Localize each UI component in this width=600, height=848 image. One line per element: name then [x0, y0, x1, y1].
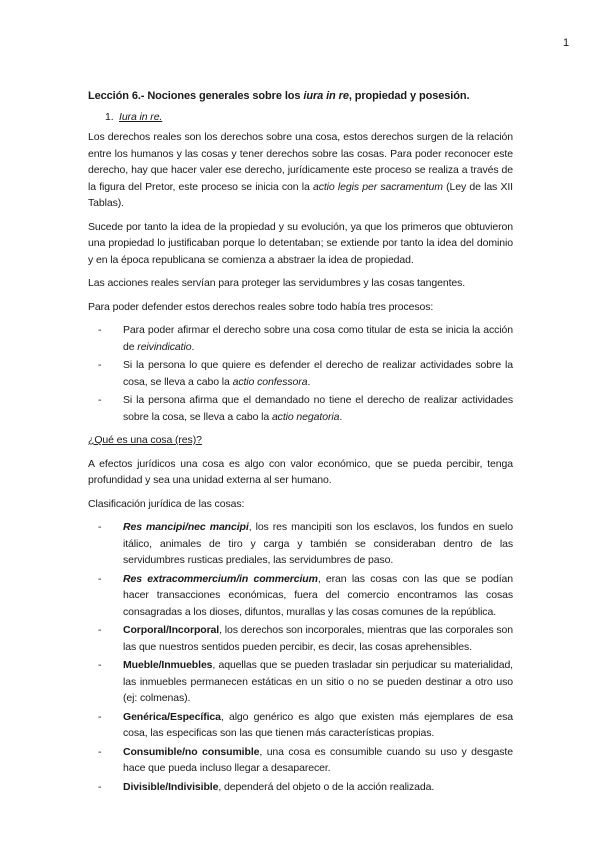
item-text: , aquellas que se pueden trasladar sin perjudicar su materialidad, las inmuebles permanecen estáticas en un sitio o no se pueden destinar a otro uso (ej: colmenas).: [123, 659, 513, 704]
paragraph-1: [88, 129, 513, 212]
list-item: [88, 779, 513, 796]
item-text: Si la persona afirma que el demandado no tiene el derecho de realizar actividades sobre la cosa, se lleva a cabo la: [123, 394, 513, 423]
item-text: , algo genérico es algo que existen más ejemplares de esa cosa, las especificas son las que tienen más características propias.: [123, 710, 513, 739]
title-suffix: , propiedad y posesión.: [348, 90, 470, 102]
document-body: [88, 88, 513, 802]
item-term: Res mancipi/nec mancipi: [123, 521, 249, 533]
section-label: Iura in re.: [119, 110, 163, 123]
item-term: Corporal/Incorporal: [123, 624, 220, 636]
dash-bullet: -: [98, 324, 102, 336]
paragraph-1-text: Los derechos reales son los derechos sobre una cosa, estos derechos surgen de la relación entre los humanos y las cosas y tener derechos sobre las cosas. Para poder reconocer este derecho, hay que hacer valer ese derecho, jurídicamente este proceso se realiza a través de la figura del Pretor, este proceso se inicia con la: [88, 131, 513, 193]
dash-bullet: -: [98, 359, 102, 371]
item-end: .: [339, 410, 343, 423]
dash-bullet: -: [98, 572, 102, 585]
heading-res: ¿Qué es una cosa (res)?: [88, 434, 202, 446]
item-term: Res extracommercium/in commercium: [123, 572, 318, 585]
processes-list: [88, 322, 513, 425]
dash-bullet: -: [98, 394, 102, 406]
paragraph-1-italic: actio legis per sacramentum: [312, 180, 443, 193]
item-text: Si la persona lo que quiere es defender el derecho de realizar actividades sobre la cosa, se lleva a cabo la: [123, 359, 513, 388]
list-item: [88, 657, 513, 707]
classification-list: [88, 519, 513, 795]
item-text: , los derechos son incorporales, mientras que las corporales son las que nuestros sentidos pueden percibir, es decir, las cosas aprehensibles.: [123, 624, 513, 653]
list-item: [88, 622, 513, 655]
lesson-title: [88, 88, 513, 105]
title-italic: iura in re: [303, 90, 349, 102]
dash-bullet: -: [98, 710, 102, 723]
item-italic: actio negatoria: [271, 410, 340, 423]
paragraph-1-end: (Ley de las XII Tablas).: [88, 180, 513, 209]
item-term: Consumible/no consumible: [123, 745, 260, 758]
item-text: , una cosa es consumible cuando su uso y desgaste hace que pueda incluso llegar a desaparecer.: [123, 745, 513, 774]
list-item: [88, 392, 513, 425]
item-text: Para poder afirmar el derecho sobre una cosa como titular de esta se inicia la acción de: [123, 324, 513, 353]
list-item: [88, 744, 513, 777]
item-italic: actio confessora: [232, 375, 308, 388]
dash-bullet: -: [98, 745, 102, 758]
heading-clasificacion: Clasificación jurídica de las cosas:: [88, 497, 245, 510]
dash-bullet: -: [98, 521, 102, 533]
paragraph-res: A efectos jurídicos una cosa es algo con valor económico, que se pueda percibir, tenga profundidad y sea una unidad externa al ser humano.: [88, 457, 513, 486]
item-term: Divisible/Indivisible: [123, 780, 219, 793]
item-end: .: [191, 340, 195, 353]
section-number: 1.: [105, 110, 114, 123]
item-text: , dependerá del objeto o de la acción realizada.: [218, 780, 435, 793]
item-end: .: [307, 375, 311, 388]
dash-bullet: -: [98, 780, 102, 793]
list-item: [88, 709, 513, 742]
title-prefix: Lección 6.- Nociones generales sobre los: [88, 90, 304, 102]
paragraph-4: Para poder defender estos derechos reales sobre todo había tres procesos:: [88, 300, 434, 313]
list-item: [88, 519, 513, 569]
item-italic: reivindicatio: [137, 340, 192, 353]
paragraph-3: Las acciones reales servían para proteger las servidumbres y las cosas tangentes.: [88, 277, 466, 289]
list-item: [88, 322, 513, 355]
list-item: [88, 571, 513, 621]
item-term: Genérica/Específica: [123, 710, 221, 723]
list-item: [88, 357, 513, 390]
paragraph-2: Sucede por tanto la idea de la propiedad y su evolución, ya que los primeros que obtuvieron una propiedad lo justificaban porque lo detentaban; se extiende por tanto la idea del dominio y en la época republicana se comienza a abstraer la idea de propiedad.: [88, 220, 513, 266]
page-number: 1: [563, 37, 570, 49]
dash-bullet: -: [98, 624, 102, 636]
item-term: Mueble/Inmuebles: [123, 659, 213, 671]
item-text: , eran las cosas con las que se podían hacer transacciones económicas, fuera del comercio encontramos las cosas consagradas a los dioses, difuntos, murallas y las cosas comunes de la república.: [123, 572, 513, 618]
item-text: , los res mancipiti son los esclavos, los fundos en suelo itálico, animales de tiro y carga y también se consideraban dentro de las servidumbres rusticas prediales, las servidumbres de paso.: [123, 521, 513, 566]
dash-bullet: -: [98, 659, 102, 671]
section-heading-iura-in-re: [88, 109, 513, 126]
